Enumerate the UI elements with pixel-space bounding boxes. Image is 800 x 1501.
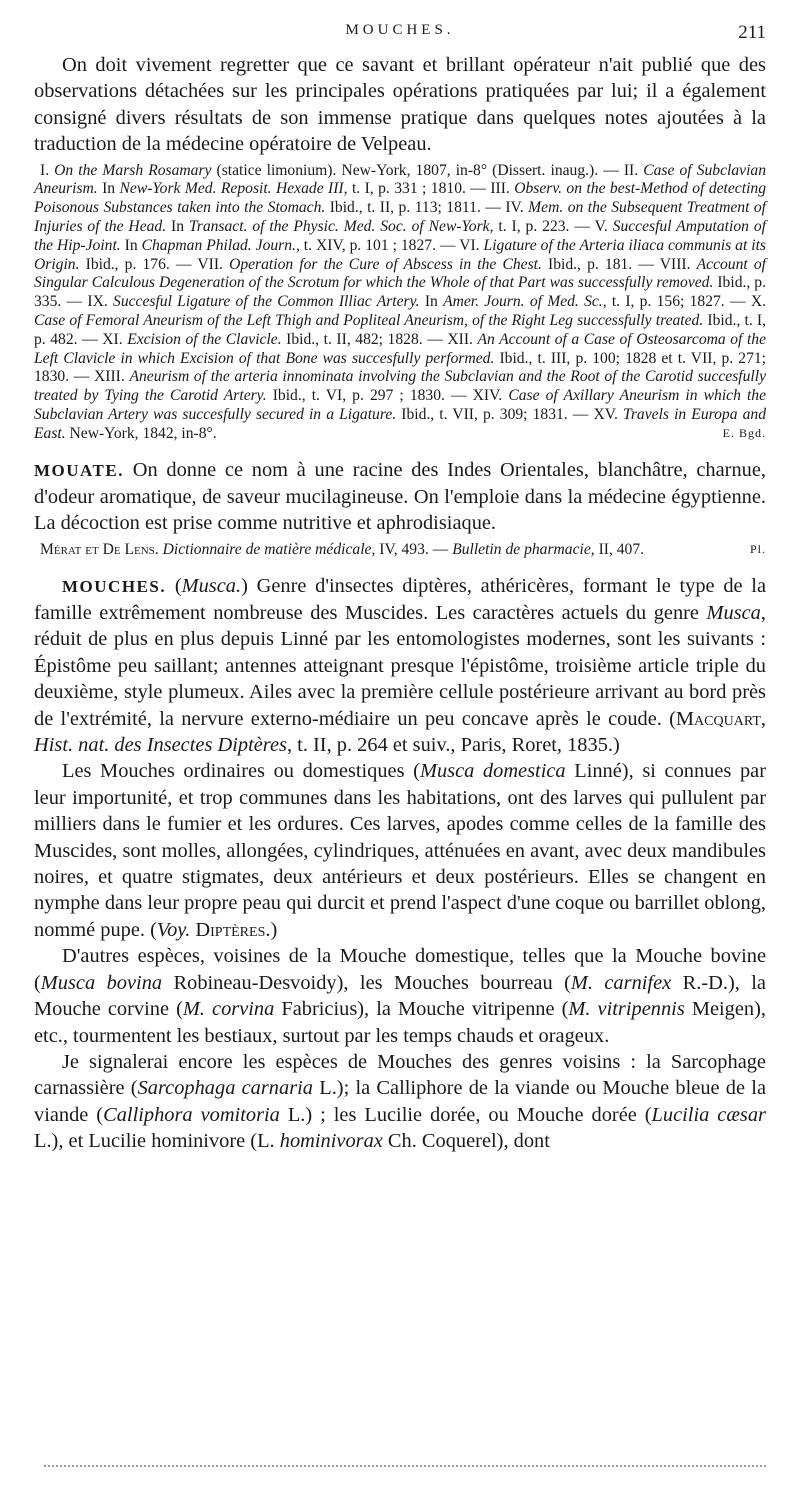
bib-title: Amer. Journ. of Med. Sc., <box>443 293 607 311</box>
text-run: Linné), si connues par leur importunité, et trop communes dans les habitations, ont des larves qui pullulent par milliers dans le fumier et les ordures. Ces larves, apodes comme celles de la famille des Muscides, sont molles, allongées, cylindriques, atténuées en avant, avec deux mandibules noires, et quatre stigmates, deux antérieurs et deux postérieurs. Elles se changent en nymphe dans leur propre peau qui durcit et prend l'aspect d'une coque ou barrillet oblong, nommé pupe. ( <box>34 760 767 941</box>
taxon: Musca domestica <box>419 760 566 783</box>
bib-details: (statice limonium). New-York, 1807, in-8° (Dissert. inaug.). <box>211 161 599 179</box>
mouate-signature: Pl. <box>749 541 766 556</box>
intro-signature: E. Bgd. <box>722 425 766 440</box>
bib-details: t. I, p. 223. — <box>493 218 595 236</box>
bib-details: Ibid., t. I, p. 482. — <box>34 312 766 348</box>
bib-details: t. XIV, p. 101 ; 1827. — <box>299 236 460 254</box>
taxon: M. carnifex <box>570 971 672 994</box>
bib-title: Succesful Ligature of the Common Illiac Artery. <box>113 293 420 311</box>
bib-details: Ibid., t. II, 482; 1828. — <box>281 330 448 348</box>
bib-number: VI. <box>459 236 484 254</box>
taxon: M. vitripennis <box>568 998 685 1021</box>
bib-title: Case of Subclavian Aneurism. <box>34 161 766 198</box>
bib-number: IV. <box>505 199 529 217</box>
bib-number: I. <box>40 161 55 179</box>
text-run: Les Mouches ordinaires ou domestiques ( <box>62 760 420 783</box>
page-number: 211 <box>738 22 766 43</box>
bib-title: Ligature of the Arteria iliaca communis at its Origin. <box>34 236 766 273</box>
bib-title: Observ. on the best-Method of detecting Poisonous Substances taken into the Stomach. <box>34 180 766 217</box>
bib-number: XIV. <box>472 387 509 405</box>
taxon: Musca. <box>181 574 242 597</box>
text-run: , réduit de plus en plus depuis Linné par les entomologistes modernes, sont les suivants : Épistôme peu saillant; antennes atteignant presque l'épistôme, troisième article triple du deuxième, style plumeux. Ailes avec la première cellule postérieure arrivant au bord près de l'extrémité, la nervure externo-médiaire un peu concave après le coude. ( <box>34 602 766 730</box>
text-run: , t. II, p. 264 et suiv., Paris, Roret, 1835.) <box>286 734 620 757</box>
bib-details: In <box>166 218 189 236</box>
text-run: , <box>760 707 766 730</box>
taxon: hominivorax <box>279 1130 383 1153</box>
bib-details: Ibid., p. 335. — <box>34 274 766 311</box>
bib-title: Case of Femoral Aneurism of the Left Thigh and Popliteal Aneurism, of the Right Leg successfully treated. <box>34 312 704 329</box>
bib-number: VIII. <box>659 255 697 273</box>
author: Macquart <box>675 707 761 730</box>
text-run: ( <box>166 574 182 597</box>
text-run: L.) ; les Lucilie dorée, ou Mouche dorée ( <box>279 1103 652 1126</box>
bib-title: Operation for the Cure of Abscess in the Chest. <box>229 255 542 273</box>
bib-details: In <box>120 236 142 254</box>
text-run: Je signalerai encore les espèces de Mouches des genres voisins : la Sarcophage carnassière ( <box>34 1050 766 1100</box>
text-run: L.); la Calliphore de la viande ou Mouche bleue de la viande ( <box>34 1077 767 1126</box>
entry-mouches-p1 <box>34 573 766 759</box>
taxon: Musca bovina <box>40 971 163 994</box>
bib-title: Mem. on the Subsequent Treatment of Injuries of the Head. <box>34 199 766 236</box>
bib-title: Aneurism of the arteria innominata involving the Subclavian and the Root of the Carotid succesfully treated by Tying the Carotid Artery. <box>34 368 766 405</box>
bib-details: Ibid., t. VII, p. 309; 1831. — <box>396 405 594 423</box>
text-run: L.), et Lucilie hominivore (L. <box>34 1130 280 1153</box>
text-run: ) Genre d'insectes diptères, athéricères, formant le type de la famille extrêmement nombreuse des Muscides. Les caractères actuels du genre <box>34 574 767 624</box>
bib-details: t. I, p. 331 ; 1810. — <box>347 180 491 198</box>
mouate-ref-mid: IV, 493. — <box>375 540 453 558</box>
entry-mouches-p3 <box>34 943 766 1049</box>
bib-details: t. I, p. 156; 1827. — <box>606 293 751 311</box>
headword-mouate: MOUATE. <box>34 460 124 480</box>
bib-title: Travels in Europa and East. <box>34 405 767 442</box>
bib-details: Ibid., p. 181. — <box>541 255 660 273</box>
bib-details: New-York, 1842, in-8°. <box>65 424 217 442</box>
taxon: M. corvina <box>182 998 275 1021</box>
bib-title: Transact. of the Physic. Med. Soc. of New-York, <box>188 218 494 236</box>
taxon: Sarcophaga carnaria <box>137 1077 313 1100</box>
bib-number: — II. <box>598 161 644 179</box>
bib-number: VII. <box>197 255 230 273</box>
page <box>34 0 766 1501</box>
bib-title: On the Marsh Rosamary <box>54 161 212 179</box>
cross-ref: Voy. <box>156 918 191 941</box>
intro-paragraph: On doit vivement regretter que ce savant et brillant opérateur n'ait publié que des observations détachées sur les principales opérations pratiquées par lui; il a également consigné divers résultats de son immense pratique dans quelques notes ajoutées à la traduction de la médecine opératoire de Velpeau. <box>34 54 766 156</box>
bib-title: Succesful Amputation of the Hip-Joint. <box>34 218 766 254</box>
text-run: D'autres espèces, voisines de la Mouche domestique, telles que la Mouche bovine ( <box>34 945 766 994</box>
running-head <box>34 22 766 52</box>
bib-title: Case of Axillary Aneurism in which the Subclavian Artery was succesfully secured in a Ligature. <box>34 387 766 423</box>
bib-title: Chapman Philad. Journ., <box>141 236 300 254</box>
text-run: Ch. Coquerel), dont <box>382 1130 550 1153</box>
bib-number: X. <box>750 293 766 311</box>
entry-mouate <box>34 457 766 537</box>
bib-title: Account of Singular Calculous Degeneration of the Scrotum for which the Whole of that Part was successfully removed. <box>34 255 766 292</box>
mouate-ref-end: II, 407. <box>594 540 645 558</box>
bib-details: Ibid., t. VI, p. 297 ; 1830. — <box>266 387 473 405</box>
bib-title: An Account of a Case of Osteosarcoma of the Left Clavicle in which Excision of that Bone was succesfully performed. <box>34 330 766 367</box>
mouate-ref-title: Dictionnaire de matière médicale, <box>162 540 376 558</box>
taxon: Lucilia cæsar <box>651 1103 766 1126</box>
bib-details: Ibid., t. II, p. 113; 1811. — <box>325 199 506 217</box>
text-run: R.-D.), la Mouche corvine ( <box>34 971 766 1021</box>
bib-details: In <box>97 180 120 198</box>
bib-details: Ibid., p. 176. — <box>79 255 198 273</box>
mouate-ref-authors: Mérat et De Lens. <box>40 540 159 558</box>
mouate-text: On donne ce nom à une racine des Indes Orientales, blanchâtre, charnue, d'odeur aromatique, de saveur mucilagineuse. On l'emploie dans la médecine égyptienne. La décoction est prise comme nutritive et aphrodisiaque. <box>34 458 766 535</box>
bib-title: New-York Med. Reposit. Hexade III, <box>119 180 348 198</box>
bib-number: XI. <box>102 330 128 348</box>
bib-details: Ibid., t. III, p. 100; 1828 et t. VII, p. 271; 1830. — <box>34 349 766 386</box>
bib-title: Excision of the Clavicle. <box>127 330 282 348</box>
text-run: Meigen), etc., tourmentent les bestiaux, surtout par les temps chauds et orageux. <box>34 998 767 1047</box>
entry-mouches-p4 <box>34 1049 766 1155</box>
headword-mouches: MOUCHES. <box>62 576 167 596</box>
bibliography <box>34 162 766 444</box>
bib-number: III. <box>490 180 515 198</box>
footer-dotted-rule <box>44 1465 766 1467</box>
bib-number: IX. <box>87 293 114 311</box>
bib-number: XV. <box>593 405 624 423</box>
bib-number: XII. <box>447 330 478 348</box>
cross-ref-target: Diptères <box>190 918 266 941</box>
entry-mouches-p2 <box>34 758 766 943</box>
bib-number: V. <box>594 218 613 236</box>
bib-details: In <box>419 293 444 311</box>
taxon: Calliphora vomitoria <box>103 1103 280 1126</box>
text-run: Fabricius), la Mouche vitripenne ( <box>274 998 569 1021</box>
running-title: MOUCHES. <box>345 22 455 38</box>
mouate-ref-title2: Bulletin de pharmacie, <box>452 540 595 558</box>
text-run: .) <box>265 918 278 941</box>
bib-number: XIII. <box>94 368 130 386</box>
text-run: Robineau-Desvoidy), les Mouches bourreau ( <box>162 971 571 994</box>
taxon: Musca <box>706 602 761 624</box>
work-title: Hist. nat. des Insectes Diptères <box>34 734 287 757</box>
